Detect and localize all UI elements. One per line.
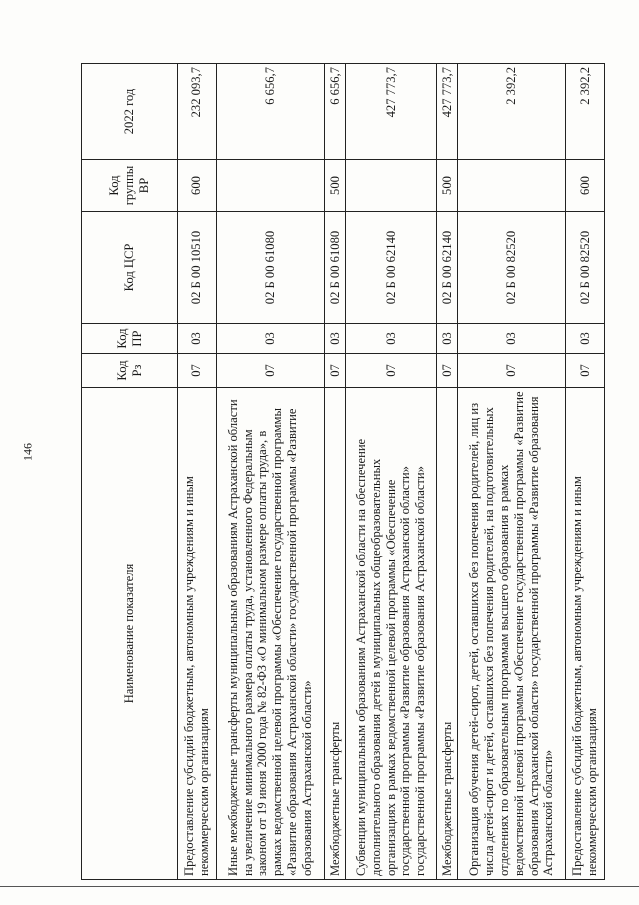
row-name: Предоставление субсидий бюджетным, автономным учреждениям и иным некоммерческим организациям — [178, 388, 217, 880]
row-csr: 02 Б 00 82520 — [566, 212, 605, 324]
row-csr: 02 Б 00 62140 — [436, 212, 457, 324]
header-csr: Код ЦСР — [82, 212, 178, 324]
table-row — [178, 64, 217, 880]
row-amount: 232 093,7 — [178, 64, 217, 160]
row-vr — [457, 160, 565, 212]
row-amount: 6 656,7 — [324, 64, 345, 160]
bottom-rule — [0, 886, 639, 887]
table-row — [566, 64, 605, 880]
row-vr: 500 — [324, 160, 345, 212]
table-row — [345, 64, 436, 880]
row-amount: 2 392,2 — [566, 64, 605, 160]
row-rz: 07 — [345, 354, 436, 388]
page-number: 146 — [20, 443, 35, 461]
row-rz: 07 — [566, 354, 605, 388]
row-name: Иные межбюджетные трансферты муниципальным образованиям Астраханской области на увеличение минимального размера оплаты труда, установленного Федеральным законом от 19 июня 2000 года № 82-ФЗ «О минимальном размере оплаты труда», в рамках ведомственной целевой программы «Обеспечение государственной программы «Развитие образования Астраханской области» государственной программы «Развитие образования Астраханской области» — [216, 388, 324, 880]
table-row — [436, 64, 457, 880]
row-vr: 600 — [566, 160, 605, 212]
row-name: Субвенции муниципальным образованиям Астраханской области на обеспечение дополнительного образования детей в муниципальных общеобразовательных организациях в рамках ведомственной целевой программы «Обеспечение государственной программы «Развитие образования Астраханской области» государственной программы «Развитие образования Астраханской области» — [345, 388, 436, 880]
row-amount: 427 773,7 — [345, 64, 436, 160]
row-pr: 03 — [457, 324, 565, 354]
row-name: Межбюджетные трансферты — [324, 388, 345, 880]
table-header-row — [82, 64, 178, 880]
row-name: Межбюджетные трансферты — [436, 388, 457, 880]
row-rz: 07 — [436, 354, 457, 388]
row-csr: 02 Б 00 10510 — [178, 212, 217, 324]
row-csr: 02 Б 00 62140 — [345, 212, 436, 324]
budget-table — [81, 63, 605, 880]
row-amount: 2 392,2 — [457, 64, 565, 160]
table-row — [216, 64, 324, 880]
header-year: 2022 год — [82, 64, 178, 160]
row-rz: 07 — [178, 354, 217, 388]
row-rz: 07 — [457, 354, 565, 388]
row-pr: 03 — [178, 324, 217, 354]
budget-table-container — [81, 64, 605, 880]
row-csr: 02 Б 00 82520 — [457, 212, 565, 324]
row-vr — [216, 160, 324, 212]
row-vr — [345, 160, 436, 212]
row-rz: 07 — [324, 354, 345, 388]
row-name: Организация обучения детей-сирот, детей, оставшихся без попечения родителей, лиц из числа детей-сирот и детей, оставшихся без попечения родителей, на подготовительных отделениях по образовательным программам высшего образования в рамках ведомственной целевой программы «Обеспечение государственной программы «Развитие образования Астраханской области» государственной программы «Развитие образования Астраханской области» — [457, 388, 565, 880]
row-amount: 6 656,7 — [216, 64, 324, 160]
row-vr: 500 — [436, 160, 457, 212]
row-pr: 03 — [436, 324, 457, 354]
header-vr: Код группы ВР — [82, 160, 178, 212]
row-rz: 07 — [216, 354, 324, 388]
row-pr: 03 — [566, 324, 605, 354]
table-row — [324, 64, 345, 880]
header-name: Наименование показателя — [82, 388, 178, 880]
row-amount: 427 773,7 — [436, 64, 457, 160]
row-vr: 600 — [178, 160, 217, 212]
table-row — [457, 64, 565, 880]
header-rz: Код Рз — [82, 354, 178, 388]
row-pr: 03 — [216, 324, 324, 354]
row-name: Предоставление субсидий бюджетным, автономным учреждениям и иным некоммерческим организациям — [566, 388, 605, 880]
row-csr: 02 Б 00 61080 — [216, 212, 324, 324]
row-pr: 03 — [324, 324, 345, 354]
row-pr: 03 — [345, 324, 436, 354]
header-pr: Код ПР — [82, 324, 178, 354]
row-csr: 02 Б 00 61080 — [324, 212, 345, 324]
